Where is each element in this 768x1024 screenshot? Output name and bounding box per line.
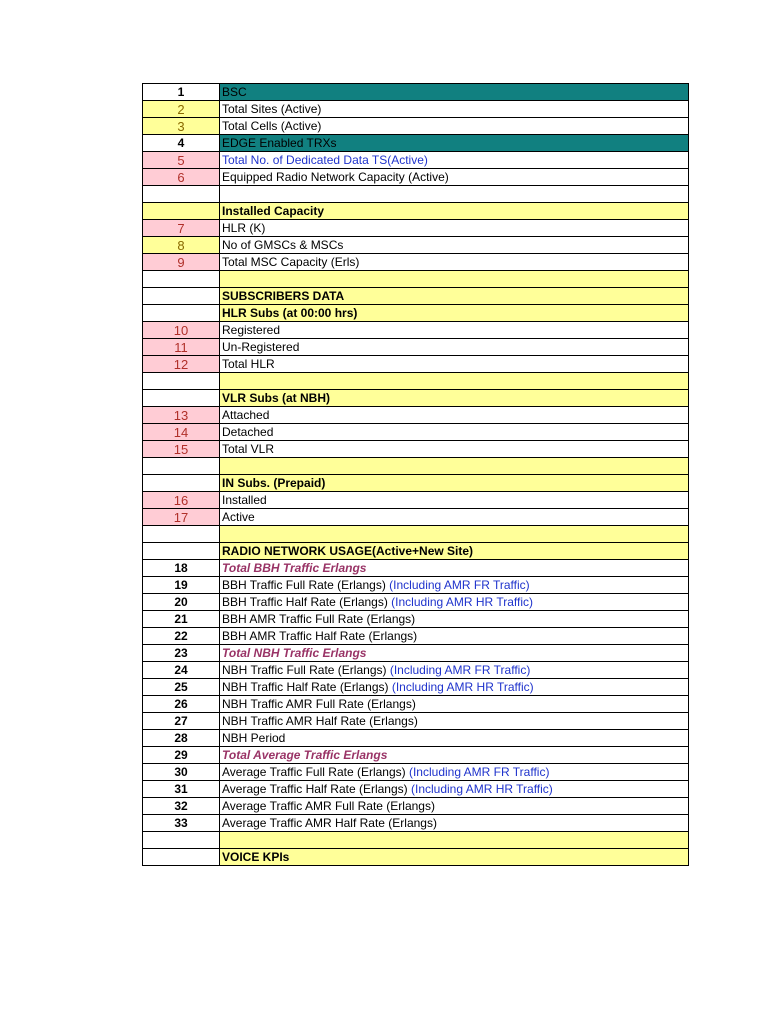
row-label-cell[interactable]	[220, 169, 689, 186]
row-label-text: NBH Period	[222, 730, 286, 745]
row-label-text: Total Cells (Active)	[222, 118, 322, 133]
table-row	[143, 730, 689, 747]
row-label-cell[interactable]	[220, 186, 689, 203]
row-number-cell[interactable]	[143, 373, 220, 390]
table-row	[143, 781, 689, 798]
row-number-cell[interactable]: 28	[143, 730, 220, 747]
row-number-cell[interactable]: 19	[143, 577, 220, 594]
row-number-cell[interactable]: 11	[143, 339, 220, 356]
row-label-cell[interactable]	[220, 798, 689, 815]
row-label-cell[interactable]	[220, 373, 689, 390]
row-label-text: NBH Traffic AMR Half Rate (Erlangs)	[222, 713, 418, 728]
row-label-cell[interactable]	[220, 781, 689, 798]
row-number-cell[interactable]	[143, 526, 220, 543]
table-row	[143, 169, 689, 186]
row-label-cell[interactable]	[220, 84, 689, 101]
row-number-cell[interactable]	[143, 543, 220, 560]
row-label-text: NBH Traffic Full Rate (Erlangs)	[222, 662, 390, 677]
table-row	[143, 526, 689, 543]
row-label-text: Registered	[222, 322, 281, 337]
row-label-cell[interactable]	[220, 730, 689, 747]
row-number-cell[interactable]: 33	[143, 815, 220, 832]
row-label-cell[interactable]	[220, 203, 689, 220]
table-row	[143, 186, 689, 203]
row-number-cell[interactable]: 20	[143, 594, 220, 611]
row-number-cell[interactable]	[143, 458, 220, 475]
row-number-cell[interactable]: 9	[143, 254, 220, 271]
row-label-cell[interactable]	[220, 254, 689, 271]
row-label-cell[interactable]	[220, 424, 689, 441]
table-row	[143, 322, 689, 339]
table-row	[143, 764, 689, 781]
row-label-cell[interactable]	[220, 441, 689, 458]
table-row	[143, 118, 689, 135]
table-row	[143, 577, 689, 594]
row-label-text: HLR (K)	[222, 220, 266, 235]
row-label-cell[interactable]	[220, 458, 689, 475]
row-label-text: SUBSCRIBERS DATA	[222, 288, 345, 303]
row-label-note: (Including AMR HR Traffic)	[410, 782, 553, 796]
row-label-cell[interactable]	[220, 407, 689, 424]
row-label-cell[interactable]	[220, 305, 689, 322]
table-row	[143, 271, 689, 288]
table-row	[143, 237, 689, 254]
row-label-cell[interactable]	[220, 475, 689, 492]
row-label-cell[interactable]	[220, 101, 689, 118]
row-label-cell[interactable]	[220, 152, 689, 169]
row-label-text: NBH Traffic AMR Full Rate (Erlangs)	[222, 696, 416, 711]
table-row	[143, 441, 689, 458]
table-row	[143, 305, 689, 322]
row-label-cell[interactable]	[220, 849, 689, 866]
row-number-cell[interactable]: 16	[143, 492, 220, 509]
table-row	[143, 254, 689, 271]
row-label-text: Average Traffic AMR Half Rate (Erlangs)	[222, 815, 437, 830]
row-number-cell[interactable]: 25	[143, 679, 220, 696]
kpi-spreadsheet-table	[142, 83, 689, 866]
table-row	[143, 101, 689, 118]
row-label-cell[interactable]	[220, 815, 689, 832]
row-label-text: No of GMSCs & MSCs	[222, 237, 344, 252]
row-label-cell[interactable]	[220, 611, 689, 628]
row-number-cell[interactable]: 6	[143, 169, 220, 186]
row-label-note: (Including AMR FR Traffic)	[389, 577, 530, 592]
row-label-cell[interactable]	[220, 492, 689, 509]
row-label-cell[interactable]	[220, 220, 689, 237]
row-label-cell[interactable]	[220, 577, 689, 594]
row-label-note: (Including AMR FR Traffic)	[389, 662, 531, 677]
row-label-text: Detached	[222, 424, 274, 439]
row-label-text: Active	[222, 509, 255, 524]
row-label-note: (Including AMR FR Traffic)	[408, 765, 550, 779]
row-number-cell[interactable]	[143, 203, 220, 220]
row-label-cell[interactable]	[220, 628, 689, 645]
row-label-text: Total VLR	[222, 441, 275, 456]
row-number-cell[interactable]: 27	[143, 713, 220, 730]
row-label-text: BBH Traffic Full Rate (Erlangs)	[222, 577, 390, 592]
row-label-cell[interactable]	[220, 237, 689, 254]
row-label-cell[interactable]	[220, 339, 689, 356]
table-row	[143, 84, 689, 101]
table-row	[143, 594, 689, 611]
table-row	[143, 339, 689, 356]
table-row	[143, 475, 689, 492]
row-label-cell[interactable]	[220, 390, 689, 407]
row-label-text: HLR Subs (at 00:00 hrs)	[222, 305, 358, 320]
table-row	[143, 628, 689, 645]
row-number-cell[interactable]: 7	[143, 220, 220, 237]
row-label-cell[interactable]	[220, 543, 689, 560]
table-row	[143, 645, 689, 662]
row-label-text: BBH AMR Traffic Full Rate (Erlangs)	[222, 611, 416, 626]
row-number-cell[interactable]: 15	[143, 441, 220, 458]
row-label-text: Total Sites (Active)	[222, 101, 322, 116]
row-label-cell[interactable]	[220, 509, 689, 526]
row-label-text: Installed	[222, 492, 267, 507]
row-label-text: Total No. of Dedicated Data TS(Active)	[222, 152, 428, 167]
row-label-text: Total HLR	[222, 356, 275, 371]
row-number-cell[interactable]	[143, 305, 220, 322]
row-label-text: EDGE Enabled TRXs	[222, 135, 337, 150]
row-label-text: RADIO NETWORK USAGE(Active+New Site)	[222, 543, 474, 558]
table-row	[143, 815, 689, 832]
row-label-text: Attached	[222, 407, 270, 422]
row-number-cell[interactable]	[143, 475, 220, 492]
row-number-cell[interactable]: 21	[143, 611, 220, 628]
row-label-text: BSC	[222, 84, 247, 99]
row-label-text: Average Traffic AMR Full Rate (Erlangs)	[222, 798, 435, 813]
row-number-cell[interactable]: 8	[143, 237, 220, 254]
row-number-cell[interactable]: 5	[143, 152, 220, 169]
row-label-cell[interactable]	[220, 662, 689, 679]
row-label-text: Total BBH Traffic Erlangs	[222, 560, 367, 575]
row-number-cell[interactable]: 31	[143, 781, 220, 798]
row-number-cell[interactable]	[143, 288, 220, 305]
table-row	[143, 424, 689, 441]
kpi-table-body	[143, 84, 689, 866]
row-number-cell[interactable]: 13	[143, 407, 220, 424]
table-row	[143, 407, 689, 424]
row-label-text: Equipped Radio Network Capacity (Active)	[222, 169, 449, 184]
table-row	[143, 390, 689, 407]
row-number-cell[interactable]	[143, 271, 220, 288]
row-label-cell[interactable]	[220, 271, 689, 288]
row-label-note: (Including AMR HR Traffic)	[391, 679, 534, 694]
row-number-cell[interactable]	[143, 849, 220, 866]
table-row	[143, 203, 689, 220]
table-row	[143, 543, 689, 560]
row-number-cell[interactable]: 18	[143, 560, 220, 577]
table-row	[143, 696, 689, 713]
row-number-cell[interactable]: 1	[143, 84, 220, 101]
table-row	[143, 560, 689, 577]
row-label-text: VLR Subs (at NBH)	[222, 390, 330, 405]
row-number-cell[interactable]: 22	[143, 628, 220, 645]
row-label-text: VOICE KPIs	[222, 849, 290, 864]
table-row	[143, 849, 689, 866]
row-label-text: Installed Capacity	[222, 203, 325, 218]
row-label-cell[interactable]	[220, 713, 689, 730]
row-label-text: NBH Traffic Half Rate (Erlangs)	[222, 679, 392, 694]
table-row	[143, 288, 689, 305]
row-number-cell[interactable]: 24	[143, 662, 220, 679]
table-row	[143, 135, 689, 152]
table-row	[143, 747, 689, 764]
row-label-text: BBH AMR Traffic Half Rate (Erlangs)	[222, 628, 418, 643]
table-row	[143, 509, 689, 526]
table-row	[143, 662, 689, 679]
row-label-cell[interactable]	[220, 832, 689, 849]
row-number-cell[interactable]: 14	[143, 424, 220, 441]
row-label-cell[interactable]	[220, 356, 689, 373]
row-label-note: (Including AMR HR Traffic)	[391, 594, 533, 609]
table-row	[143, 458, 689, 475]
row-label-cell[interactable]	[220, 679, 689, 696]
row-label-cell[interactable]	[220, 594, 689, 611]
table-row	[143, 152, 689, 169]
table-row	[143, 611, 689, 628]
table-row	[143, 373, 689, 390]
row-label-cell[interactable]	[220, 560, 689, 577]
row-label-text: BBH Traffic Half Rate (Erlangs)	[222, 594, 392, 609]
row-number-cell[interactable]: 10	[143, 322, 220, 339]
row-label-cell[interactable]	[220, 764, 689, 781]
row-label-cell[interactable]	[220, 135, 689, 152]
row-number-cell[interactable]: 30	[143, 764, 220, 781]
row-number-cell[interactable]	[143, 832, 220, 849]
row-label-text: Average Traffic Full Rate (Erlangs)	[222, 765, 409, 779]
row-label-cell[interactable]	[220, 322, 689, 339]
row-label-text: Total MSC Capacity (Erls)	[222, 254, 360, 269]
row-number-cell[interactable]: 26	[143, 696, 220, 713]
row-number-cell[interactable]: 32	[143, 798, 220, 815]
row-label-cell[interactable]	[220, 645, 689, 662]
row-number-cell[interactable]: 12	[143, 356, 220, 373]
table-row	[143, 356, 689, 373]
table-row	[143, 798, 689, 815]
table-row	[143, 220, 689, 237]
row-number-cell[interactable]: 17	[143, 509, 220, 526]
table-row	[143, 832, 689, 849]
row-label-text: Average Traffic Half Rate (Erlangs)	[222, 782, 411, 796]
row-label-text: Un-Registered	[222, 339, 300, 354]
row-label-cell[interactable]	[220, 747, 689, 764]
row-number-cell[interactable]	[143, 390, 220, 407]
row-number-cell[interactable]	[143, 186, 220, 203]
table-row	[143, 492, 689, 509]
row-label-cell[interactable]	[220, 118, 689, 135]
row-label-text: IN Subs. (Prepaid)	[222, 475, 326, 490]
row-number-cell[interactable]: 3	[143, 118, 220, 135]
table-row	[143, 713, 689, 730]
row-label-cell[interactable]	[220, 288, 689, 305]
row-label-text: Total Average Traffic Erlangs	[222, 747, 388, 762]
row-label-cell[interactable]	[220, 696, 689, 713]
row-number-cell[interactable]: 29	[143, 747, 220, 764]
row-label-text: Total NBH Traffic Erlangs	[222, 645, 367, 660]
table-row	[143, 679, 689, 696]
row-number-cell[interactable]: 23	[143, 645, 220, 662]
row-number-cell[interactable]: 2	[143, 101, 220, 118]
row-number-cell[interactable]: 4	[143, 135, 220, 152]
row-label-cell[interactable]	[220, 526, 689, 543]
